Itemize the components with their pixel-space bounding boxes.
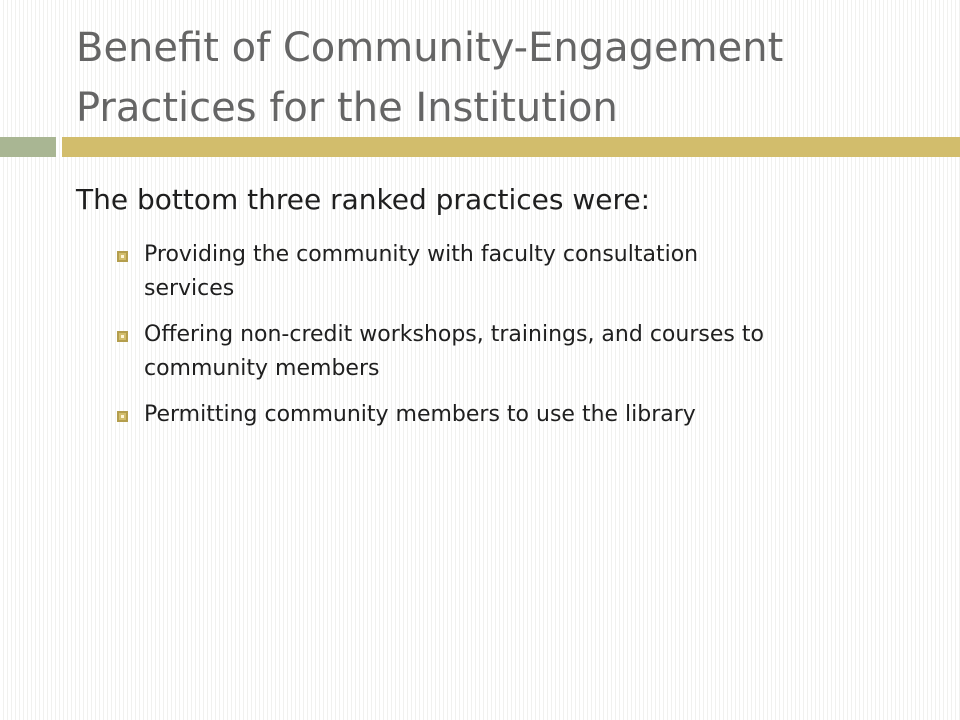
- bullet-item-non-credit-workshops: [114, 318, 904, 386]
- bullet-item-faculty-consultation: [114, 238, 904, 306]
- title-divider-left-block: [0, 137, 56, 157]
- slide-title: [76, 18, 936, 138]
- bullet-text-line: Providing the community with faculty consultation: [144, 242, 699, 267]
- bullet-item-library-access: [114, 398, 904, 432]
- title-divider-bar: [62, 137, 960, 157]
- square-bullet-icon: [117, 411, 128, 422]
- square-bullet-icon: [117, 331, 128, 342]
- lead-text: The bottom three ranked practices were:: [76, 183, 651, 216]
- bullet-text-line: Permitting community members to use the library: [144, 402, 696, 427]
- bullet-text-line: Offering non-credit workshops, trainings, and courses to: [144, 322, 764, 347]
- bullet-text-line: community members: [144, 356, 380, 381]
- slide-title-line-1: Benefit of Community-Engagement: [76, 25, 784, 71]
- bullet-list: [114, 238, 904, 444]
- slide-title-line-2: Practices for the Institution: [76, 85, 618, 131]
- square-bullet-icon: [117, 251, 128, 262]
- bullet-text-line: services: [144, 276, 235, 301]
